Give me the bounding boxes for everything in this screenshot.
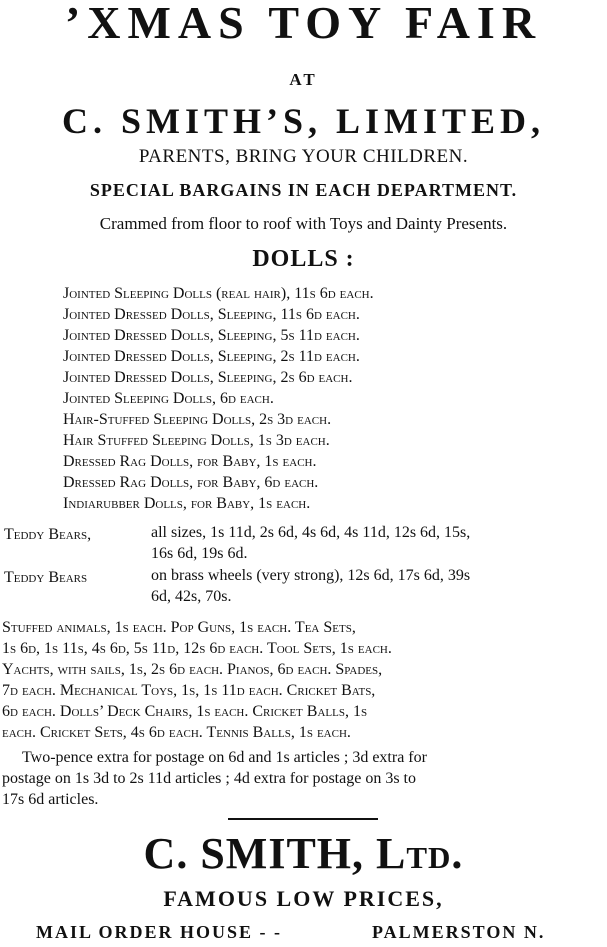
doll-item: Hair-Stuffed Sleeping Dolls, 2s 3d each.	[63, 411, 332, 428]
footer-company-name: C. SMITH, Ltd.	[143, 829, 464, 878]
doll-item: Jointed Dressed Dolls, Sleeping, 2s 11d each.	[63, 348, 360, 365]
postage-line: postage on 1s 3d to 2s 11d articles ; 4d extra for postage on 3s to	[2, 770, 416, 787]
postage-line: 17s 6d articles.	[2, 791, 99, 808]
footer-address-right: PALMERSTON N.	[372, 922, 546, 942]
footer-prices: FAMOUS LOW PRICES,	[163, 886, 444, 911]
crammed-line: Crammed from floor to roof with Toys and Dainty Presents.	[99, 214, 508, 233]
doll-item: Indiarubber Dolls, for Baby, 1s each.	[63, 495, 311, 512]
teddy-bears-wheels-prices-cont: 6d, 42s, 70s.	[151, 588, 232, 605]
company-name: C. SMITH’S, LIMITED,	[61, 101, 546, 141]
doll-item: Dressed Rag Dolls, for Baby, 6d each.	[63, 474, 319, 491]
misc-line: each. Cricket Sets, 4s 6d each. Tennis Balls, 1s each.	[2, 724, 351, 741]
misc-line: 7d each. Mechanical Toys, 1s, 1s 11d each. Cricket Bats,	[2, 682, 376, 699]
teddy-bears-label: Teddy Bears,	[4, 526, 92, 543]
doll-item: Jointed Dressed Dolls, Sleeping, 11s 6d each.	[63, 306, 360, 323]
teddy-bears-wheels-prices: on brass wheels (very strong), 12s 6d, 17s 6d, 39s	[151, 567, 471, 584]
postage-line: Two-pence extra for postage on 6d and 1s articles ; 3d extra for	[22, 749, 427, 766]
special-bargains: SPECIAL BARGAINS IN EACH DEPARTMENT.	[89, 180, 518, 200]
teddy-bears-wheels-label: Teddy Bears	[4, 569, 88, 586]
doll-item: Jointed Sleeping Dolls (real hair), 11s 6d each.	[63, 285, 374, 302]
tagline: PARENTS, BRING YOUR CHILDREN.	[138, 146, 469, 167]
footer-address-left: MAIL ORDER HOUSE - -	[36, 922, 283, 942]
dolls-heading: DOLLS :	[252, 246, 355, 272]
misc-line: 6d each. Dolls’ Deck Chairs, 1s each. Cricket Balls, 1s	[2, 703, 368, 720]
doll-item: Jointed Dressed Dolls, Sleeping, 5s 11d each.	[63, 327, 360, 344]
teddy-bears-prices-cont: 16s 6d, 19s 6d.	[151, 545, 248, 562]
misc-line: Yachts, with sails, 1s, 2s 6d each. Pianos, 6d each. Spades,	[2, 661, 383, 678]
doll-item: Dressed Rag Dolls, for Baby, 1s each.	[63, 453, 317, 470]
headline-at: AT	[289, 70, 318, 89]
doll-item: Jointed Sleeping Dolls, 6d each.	[63, 390, 274, 407]
teddy-bears-prices: all sizes, 1s 11d, 2s 6d, 4s 6d, 4s 11d, 12s 6d, 15s,	[151, 524, 471, 541]
misc-line: Stuffed animals, 1s each. Pop Guns, 1s each. Tea Sets,	[2, 619, 356, 636]
doll-item: Hair Stuffed Sleeping Dolls, 1s 3d each.	[63, 432, 330, 449]
doll-item: Jointed Dressed Dolls, Sleeping, 2s 6d each.	[63, 369, 353, 386]
misc-line: 1s 6d, 1s 11s, 4s 6d, 5s 11d, 12s 6d each. Tool Sets, 1s each.	[2, 640, 392, 657]
divider-rule	[228, 818, 378, 820]
headline-title: ’XMAS TOY FAIR	[64, 0, 543, 48]
